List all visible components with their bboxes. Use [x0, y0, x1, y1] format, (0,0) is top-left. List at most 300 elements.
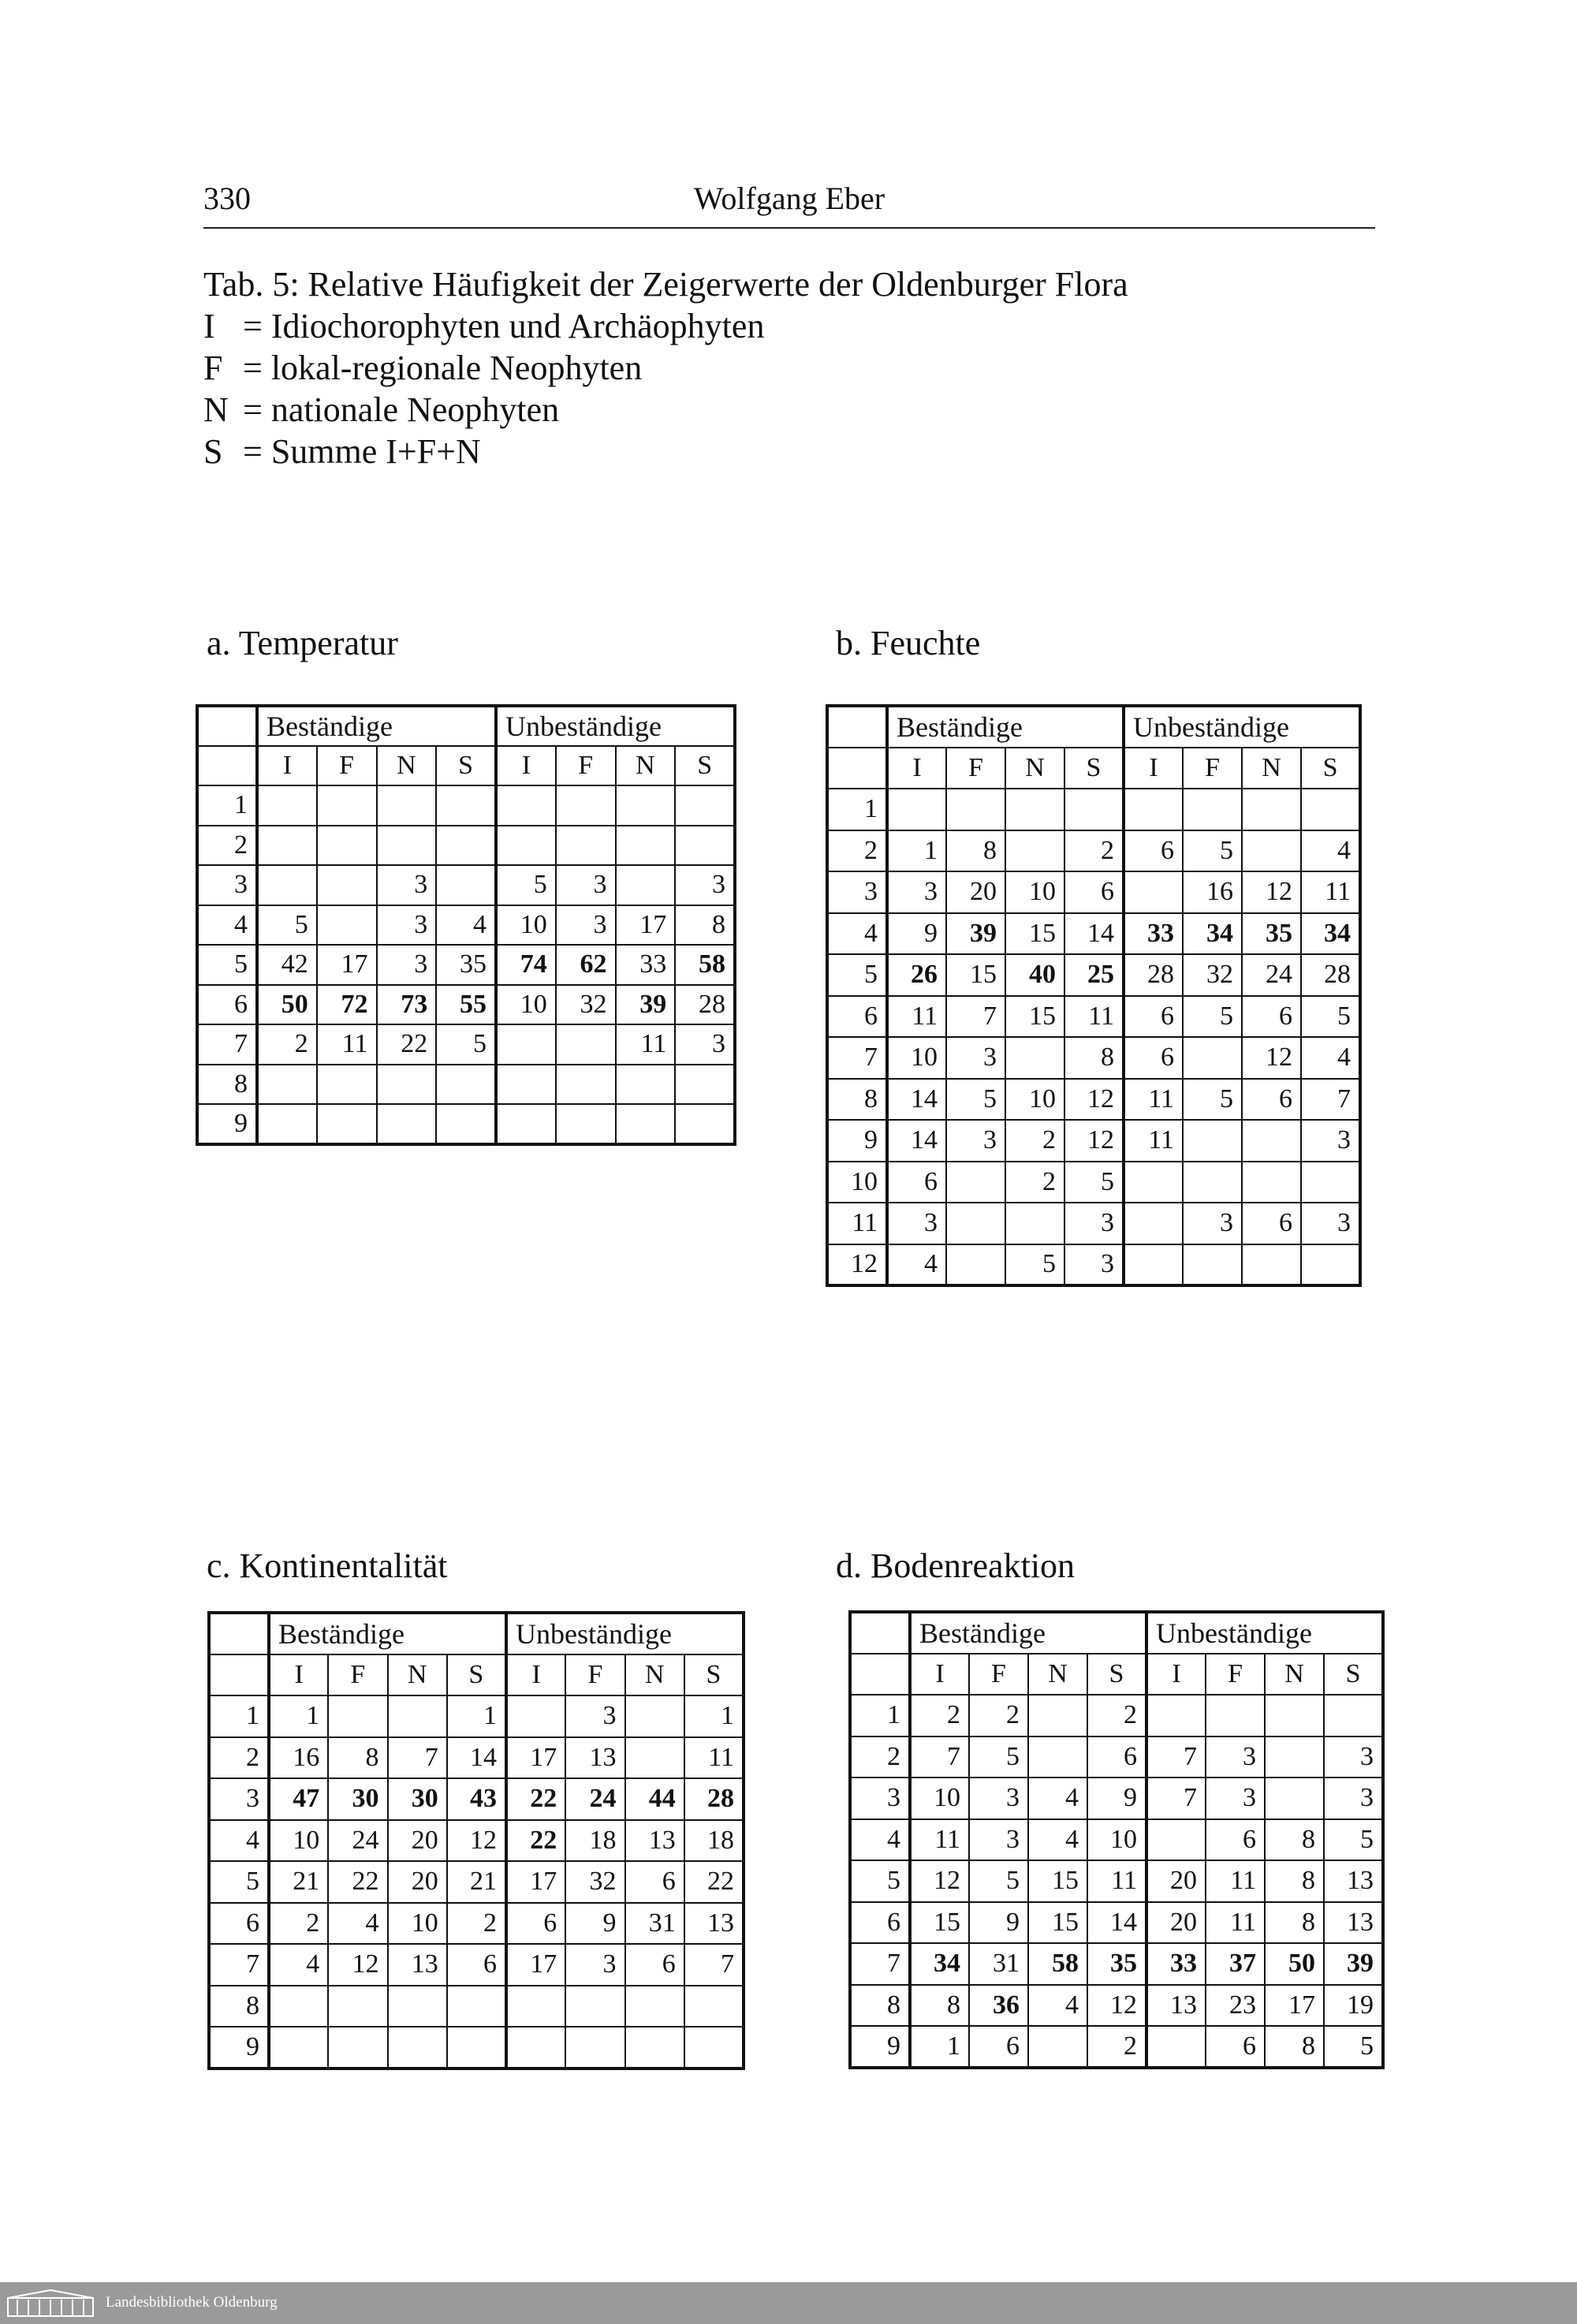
column-header: N	[625, 1654, 684, 1696]
table-cell: 15	[1005, 996, 1064, 1038]
table-cell: 6	[625, 1944, 684, 1986]
table-cell: 31	[625, 1903, 684, 1945]
table-cell	[556, 1065, 616, 1105]
table-row	[197, 945, 735, 985]
table-cell: 35	[1242, 913, 1301, 955]
table-cell: 17	[506, 1861, 565, 1903]
table-cell	[436, 865, 496, 905]
table-cell: 25	[1064, 954, 1124, 996]
table-cell: 24	[1242, 954, 1301, 996]
table-cell: 24	[565, 1778, 624, 1820]
table-cell: 3	[1064, 1203, 1124, 1244]
table-cell	[1183, 789, 1242, 830]
row-label: 2	[209, 1737, 269, 1779]
table-cell: 4	[1301, 1037, 1360, 1079]
table-cell: 43	[447, 1778, 506, 1820]
column-header: N	[388, 1654, 447, 1696]
table-cell	[1183, 1037, 1242, 1079]
column-header: S	[1064, 748, 1124, 789]
table-cell	[269, 2027, 328, 2068]
row-label: 6	[197, 985, 257, 1025]
table-cell: 14	[1064, 913, 1124, 955]
table-cell: 11	[317, 1024, 377, 1065]
table-cell	[317, 826, 377, 866]
table-row	[209, 1695, 744, 1737]
table-cell	[616, 785, 676, 826]
table-cell: 3	[887, 871, 946, 913]
section-title-kontinentalitaet: c. Kontinentalität	[207, 1546, 448, 1585]
table-cell	[565, 2027, 624, 2068]
table-cell: 14	[887, 1120, 946, 1162]
table-cell: 12	[1242, 1037, 1301, 1079]
table-cell: 18	[684, 1820, 744, 1862]
table-cell	[257, 826, 317, 866]
table-cell	[684, 2027, 744, 2068]
table-cell: 3	[377, 945, 437, 985]
legend-text: = Idiochorophyten und Archäophyten	[243, 307, 765, 345]
table-cell: 11	[684, 1737, 744, 1779]
table-cell	[1301, 789, 1360, 830]
table-cell: 3	[946, 1120, 1005, 1162]
table-cell	[1301, 1162, 1360, 1203]
group-header-row	[850, 1612, 1383, 1654]
table-cell: 28	[1124, 954, 1183, 996]
table-cell: 11	[1206, 1902, 1265, 1944]
column-header-row	[209, 1654, 744, 1696]
table-cell: 3	[969, 1819, 1028, 1861]
column-header: S	[1087, 1654, 1146, 1695]
table-row	[827, 954, 1360, 996]
table-cell	[684, 1986, 744, 2027]
table-cell	[1064, 789, 1124, 830]
table-cell: 6	[447, 1944, 506, 1986]
table-cell	[616, 1065, 676, 1105]
table-row	[850, 1985, 1383, 2027]
section-title-bodenreaktion: d. Bodenreaktion	[836, 1546, 1076, 1585]
table-cell: 10	[496, 905, 556, 946]
table-row	[850, 1902, 1383, 1944]
table-cell: 7	[1146, 1778, 1206, 1819]
column-header: S	[675, 746, 735, 786]
table-cell	[506, 1695, 565, 1737]
table-cell: 3	[675, 865, 735, 905]
table-cell: 17	[506, 1737, 565, 1779]
table-cell: 4	[328, 1903, 387, 1945]
table-cell	[1265, 1695, 1324, 1736]
group-header-row	[197, 706, 735, 746]
table-cell: 20	[946, 871, 1005, 913]
library-building-icon	[6, 2289, 95, 2318]
table-cell: 39	[1324, 1943, 1383, 1985]
table-cell: 7	[910, 1736, 969, 1778]
table-cell: 35	[1087, 1943, 1146, 1985]
row-label: 2	[850, 1736, 910, 1778]
row-label: 11	[827, 1203, 887, 1244]
corner-cell	[209, 1613, 269, 1654]
table-cell: 20	[1146, 1902, 1206, 1944]
table-cell: 15	[1005, 913, 1064, 955]
table-cell: 28	[684, 1778, 744, 1820]
table-cell: 3	[1064, 1244, 1124, 1286]
table-cell: 22	[377, 1024, 437, 1065]
table-cell: 12	[447, 1820, 506, 1862]
table-cell: 6	[506, 1903, 565, 1945]
table-cell: 13	[684, 1903, 744, 1945]
table-cell: 18	[565, 1820, 624, 1862]
column-header: F	[969, 1654, 1028, 1695]
row-label: 8	[209, 1986, 269, 2027]
table-cell	[496, 1024, 556, 1065]
table-row	[197, 1024, 735, 1065]
table-cell: 9	[1087, 1778, 1146, 1819]
column-header: S	[1301, 748, 1360, 789]
row-label: 7	[209, 1944, 269, 1986]
table-row	[827, 996, 1360, 1038]
table-cell	[556, 1104, 616, 1144]
table-cell: 3	[1206, 1778, 1265, 1819]
table-cell: 5	[969, 1860, 1028, 1902]
table-cell: 3	[556, 865, 616, 905]
table-cell	[616, 865, 676, 905]
table-cell: 14	[1087, 1902, 1146, 1944]
table-cell: 5	[1183, 996, 1242, 1038]
table-cell: 10	[269, 1820, 328, 1862]
table-cell	[377, 1065, 437, 1105]
table-cell: 3	[1301, 1203, 1360, 1244]
table-cell: 11	[1064, 996, 1124, 1038]
table-cell	[388, 1695, 447, 1737]
group-header-row	[209, 1613, 744, 1654]
table-cell: 6	[1242, 1079, 1301, 1121]
table-cell	[1028, 1736, 1087, 1778]
table-cell: 1	[269, 1695, 328, 1737]
table-cell	[556, 1024, 616, 1065]
table-cell	[496, 1065, 556, 1105]
column-header: N	[616, 746, 676, 786]
table-cell	[1146, 1819, 1206, 1861]
table-cell: 22	[506, 1778, 565, 1820]
table-cell: 32	[1183, 954, 1242, 996]
table-cell: 20	[388, 1820, 447, 1862]
table-cell: 19	[1324, 1985, 1383, 2027]
table-cell	[946, 1162, 1005, 1203]
table-cell	[447, 2027, 506, 2068]
table-row	[209, 1737, 744, 1779]
table-cell	[556, 785, 616, 826]
table-cell: 13	[565, 1737, 624, 1779]
table-cell: 1	[447, 1695, 506, 1737]
table-cell: 16	[1183, 871, 1242, 913]
table-cell	[506, 1986, 565, 2027]
group-label-bestaendige: Beständige	[887, 706, 1124, 748]
table-cell: 2	[257, 1024, 317, 1065]
column-header: I	[1124, 748, 1183, 789]
table-row	[827, 1079, 1360, 1121]
table-cell: 58	[675, 945, 735, 985]
table-cell	[506, 2027, 565, 2068]
table-cell: 5	[1183, 1079, 1242, 1121]
table-cell	[317, 1104, 377, 1144]
table-cell: 37	[1206, 1943, 1265, 1985]
table-cell	[436, 826, 496, 866]
table-cell: 4	[1028, 1778, 1087, 1819]
table-cell	[675, 1104, 735, 1144]
column-header: F	[1183, 748, 1242, 789]
row-label: 8	[850, 1985, 910, 2027]
table-cell: 17	[616, 905, 676, 946]
column-header-row	[850, 1654, 1383, 1695]
row-label: 3	[827, 871, 887, 913]
table-cell: 32	[556, 985, 616, 1025]
legend-item-i	[203, 305, 1128, 347]
table-cell	[625, 2027, 684, 2068]
row-label: 2	[197, 826, 257, 866]
table-cell: 11	[1124, 1079, 1183, 1121]
row-label: 5	[209, 1861, 269, 1903]
table-cell: 4	[1028, 1819, 1087, 1861]
corner-cell	[197, 706, 257, 746]
table-cell: 7	[1301, 1079, 1360, 1121]
table-cell: 3	[946, 1037, 1005, 1079]
table-cell: 15	[910, 1902, 969, 1944]
corner-cell	[197, 746, 257, 786]
row-label: 1	[209, 1695, 269, 1737]
row-label: 4	[197, 905, 257, 946]
corner-cell	[850, 1654, 910, 1695]
table-row	[209, 1944, 744, 1986]
table-cell: 20	[1146, 1860, 1206, 1902]
table-cell: 2	[1064, 830, 1124, 872]
column-header: S	[436, 746, 496, 786]
table-cell: 4	[436, 905, 496, 946]
table-cell	[565, 1986, 624, 2027]
table-cell: 21	[447, 1861, 506, 1903]
table-cell: 6	[1206, 1819, 1265, 1861]
table-cell: 2	[447, 1903, 506, 1945]
table-cell: 5	[1005, 1244, 1064, 1286]
table-cell	[1183, 1244, 1242, 1286]
table-cell: 50	[257, 985, 317, 1025]
row-label: 4	[850, 1819, 910, 1861]
table-cell: 33	[1146, 1943, 1206, 1985]
table-row	[827, 1037, 1360, 1079]
table-cell: 2	[1087, 2026, 1146, 2068]
row-label: 3	[197, 865, 257, 905]
legend-key: I	[203, 307, 215, 345]
table-kontinentalitaet	[207, 1611, 745, 2070]
table-cell: 11	[1087, 1860, 1146, 1902]
row-label: 8	[197, 1065, 257, 1105]
legend-key: S	[203, 432, 223, 471]
table-cell: 3	[377, 865, 437, 905]
table-row	[850, 1736, 1383, 1778]
corner-cell	[827, 748, 887, 789]
table-cell: 10	[910, 1778, 969, 1819]
table-cell: 34	[1183, 913, 1242, 955]
table-cell	[1005, 830, 1064, 872]
table-cell: 10	[388, 1903, 447, 1945]
table-cell: 33	[1124, 913, 1183, 955]
column-header: S	[447, 1654, 506, 1696]
table-cell: 13	[388, 1944, 447, 1986]
table-row	[209, 1986, 744, 2027]
table-cell: 12	[1064, 1079, 1124, 1121]
table-cell: 39	[616, 985, 676, 1025]
row-label: 9	[827, 1120, 887, 1162]
table-cell: 39	[946, 913, 1005, 955]
table-row	[850, 1778, 1383, 1819]
table-cell	[1206, 1695, 1265, 1736]
group-label-unbestaendige: Unbeständige	[1146, 1612, 1383, 1654]
table-cell: 9	[887, 913, 946, 955]
table-cell: 1	[887, 830, 946, 872]
table-row	[827, 871, 1360, 913]
table-row	[197, 1065, 735, 1105]
table-cell: 12	[1242, 871, 1301, 913]
column-header: N	[1005, 748, 1064, 789]
table-cell	[436, 1104, 496, 1144]
column-header: N	[1028, 1654, 1087, 1695]
legend-text: = lokal-regionale Neophyten	[243, 349, 643, 387]
table-cell	[1183, 1162, 1242, 1203]
table-cell: 17	[317, 945, 377, 985]
table-cell: 50	[1265, 1943, 1324, 1985]
column-header: N	[1265, 1654, 1324, 1695]
row-label: 6	[209, 1903, 269, 1945]
table-cell: 13	[1324, 1860, 1383, 1902]
table-cell	[1124, 1162, 1183, 1203]
table-cell: 4	[887, 1244, 946, 1286]
table-cell: 28	[675, 985, 735, 1025]
table-cell	[1005, 1037, 1064, 1079]
table-cell: 2	[1087, 1695, 1146, 1736]
row-label: 5	[197, 945, 257, 985]
table-cell: 35	[436, 945, 496, 985]
table-row	[827, 1162, 1360, 1203]
row-label: 10	[827, 1162, 887, 1203]
row-label: 8	[827, 1079, 887, 1121]
table-cell: 22	[684, 1861, 744, 1903]
table-cell: 6	[1124, 1037, 1183, 1079]
table-cell: 11	[910, 1819, 969, 1861]
row-label: 9	[209, 2027, 269, 2068]
table-cell: 8	[1265, 1902, 1324, 1944]
table-cell: 17	[1265, 1985, 1324, 2027]
table-cell: 15	[1028, 1902, 1087, 1944]
row-label: 3	[850, 1778, 910, 1819]
table-cell	[675, 826, 735, 866]
table-cell: 8	[946, 830, 1005, 872]
table-cell: 8	[1265, 2026, 1324, 2068]
column-header-row	[197, 746, 735, 786]
table-cell	[317, 865, 377, 905]
table-cell: 5	[1324, 2026, 1383, 2068]
table-row	[197, 905, 735, 946]
table-cell: 44	[625, 1778, 684, 1820]
table-cell: 13	[625, 1820, 684, 1862]
row-label: 2	[827, 830, 887, 872]
table-cell	[257, 785, 317, 826]
table-row	[850, 1695, 1383, 1736]
table-cell	[257, 1104, 317, 1144]
table-cell: 6	[1242, 1203, 1301, 1244]
table-row	[197, 865, 735, 905]
table-cell: 12	[1087, 1985, 1146, 2027]
table-row	[827, 1120, 1360, 1162]
table-row	[197, 1104, 735, 1144]
table-cell: 10	[1005, 871, 1064, 913]
legend-item-n	[203, 389, 1128, 431]
table-cell: 7	[684, 1944, 744, 1986]
table-cell: 12	[910, 1860, 969, 1902]
table-cell: 6	[1087, 1736, 1146, 1778]
table-temperatur	[196, 704, 736, 1146]
group-label-unbestaendige: Unbeständige	[496, 706, 735, 746]
table-cell: 6	[1242, 996, 1301, 1038]
table-cell	[616, 826, 676, 866]
table-cell: 8	[1064, 1037, 1124, 1079]
table-cell: 73	[377, 985, 437, 1025]
table-cell: 10	[1087, 1819, 1146, 1861]
table-cell: 11	[887, 996, 946, 1038]
table-row	[209, 1903, 744, 1945]
table-cell: 24	[328, 1820, 387, 1862]
table-cell: 3	[377, 905, 437, 946]
column-header: I	[910, 1654, 969, 1695]
table-cell	[1265, 1736, 1324, 1778]
table-cell	[625, 1986, 684, 2027]
table-cell	[317, 905, 377, 946]
corner-cell	[850, 1612, 910, 1654]
table-row	[197, 985, 735, 1025]
table-row	[827, 1203, 1360, 1244]
column-header: I	[269, 1654, 328, 1696]
table-cell: 6	[1064, 871, 1124, 913]
column-header: F	[1206, 1654, 1265, 1695]
column-header: S	[684, 1654, 744, 1696]
table-cell: 30	[388, 1778, 447, 1820]
table-cell: 3	[887, 1203, 946, 1244]
table-cell	[1146, 2026, 1206, 2068]
table-cell: 47	[269, 1778, 328, 1820]
table-cell	[1124, 1244, 1183, 1286]
group-label-bestaendige: Beständige	[257, 706, 496, 746]
row-label: 4	[827, 913, 887, 955]
row-label: 9	[850, 2026, 910, 2068]
table-cell	[1028, 1695, 1087, 1736]
table-cell: 16	[269, 1737, 328, 1779]
table-cell: 10	[887, 1037, 946, 1079]
table-cell: 6	[887, 1162, 946, 1203]
group-label-unbestaendige: Unbeständige	[506, 1613, 744, 1654]
row-label: 9	[197, 1104, 257, 1144]
table-cell: 72	[317, 985, 377, 1025]
table-cell: 11	[1124, 1120, 1183, 1162]
table-cell: 3	[565, 1695, 624, 1737]
table-cell	[257, 1065, 317, 1105]
row-label: 1	[197, 785, 257, 826]
table-row	[827, 1244, 1360, 1286]
legend-text: = Summe I+F+N	[243, 432, 481, 471]
table-cell	[447, 1986, 506, 2027]
column-header: F	[946, 748, 1005, 789]
table-row	[197, 826, 735, 866]
table-cell	[887, 789, 946, 830]
table-cell: 5	[946, 1079, 1005, 1121]
table-cell	[317, 785, 377, 826]
table-cell: 5	[1183, 830, 1242, 872]
row-label: 7	[827, 1037, 887, 1079]
